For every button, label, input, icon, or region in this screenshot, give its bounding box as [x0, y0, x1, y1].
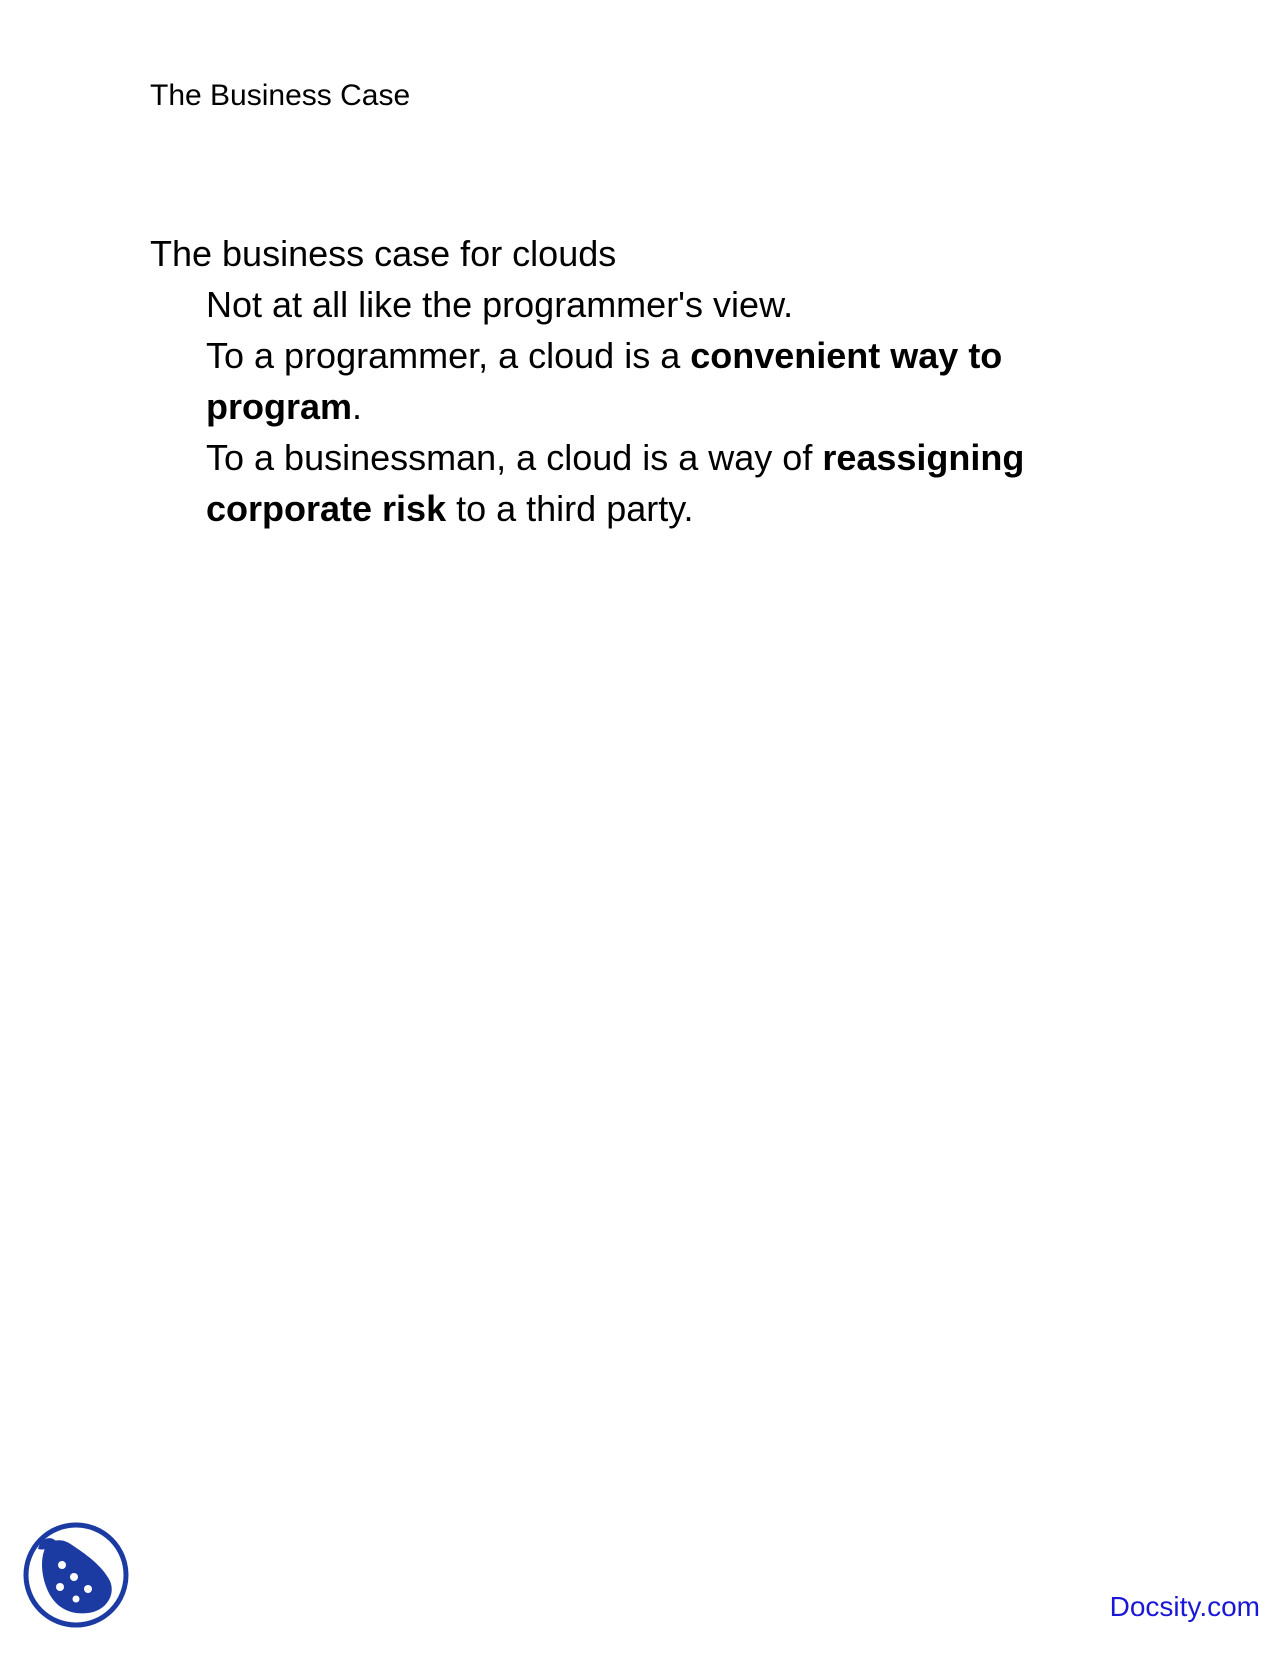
docsity-logo-icon [22, 1521, 130, 1629]
bullet-point-3 [206, 432, 1090, 534]
slide-content [150, 228, 1090, 534]
logo-dot-1 [58, 1561, 66, 1569]
bullet-point-3-end: to a third party. [446, 488, 694, 529]
docsity-logo-graphic [22, 1521, 130, 1629]
bullet-point-3-emphasis: reassigning corporate risk [206, 437, 1025, 529]
bullet-point-2-emphasis: convenient way to program [206, 335, 1003, 427]
docsity-brand-link[interactable]: Docsity.com [1109, 1591, 1260, 1622]
bullet-point-1 [206, 279, 1090, 330]
page-header: The Business Case [150, 79, 411, 112]
logo-dot-3 [84, 1585, 92, 1593]
logo-dot-4 [56, 1583, 64, 1591]
bullet-point-2 [206, 330, 1090, 432]
bullet-point-1-text: Not at all like the programmer's view. [206, 284, 794, 325]
bullet-point-2-end: . [352, 386, 363, 427]
bullet-point-2-text: To a programmer, a cloud is a [206, 335, 691, 376]
logo-dot-2 [70, 1573, 78, 1581]
bullet-point-3-text: To a businessman, a cloud is a way of [206, 437, 823, 478]
logo-dot-5 [73, 1596, 80, 1603]
content-heading: The business case for clouds [150, 233, 617, 274]
